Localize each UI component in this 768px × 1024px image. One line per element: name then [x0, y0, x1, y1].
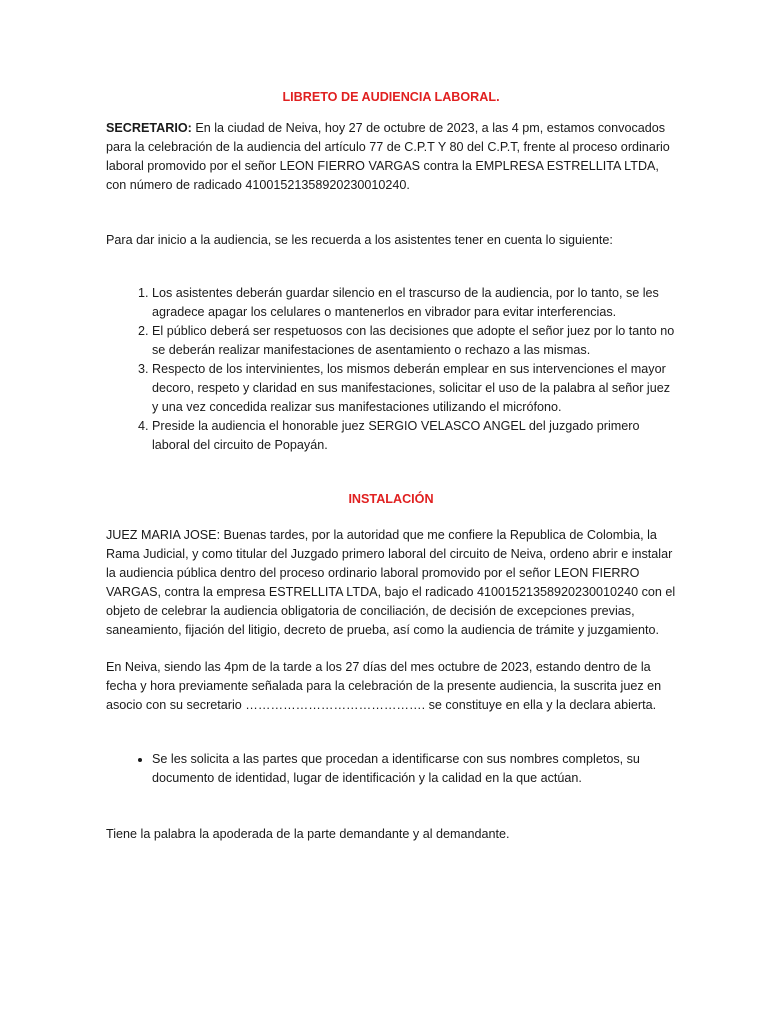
judge-paragraph: JUEZ MARIA JOSE: Buenas tardes, por la autoridad que me confiere la Republica de Colombia, la Rama Judicial, y como titular del Juzgado primero laboral del circuito de Neiva, ordeno abrir e instalar la audiencia pública dentro del proceso ordinario laboral promovido por el señor LEON FIERRO VARGAS, contra la empresa ESTRELLITA LTDA, bajo el radicado 41001521358920230010240 con el objeto de celebrar la audiencia obligatoria de conciliación, de decisión de excepciones previas, saneamiento, fijación del litigio, decreto de prueba, así como la audiencia de trámite y juzgamiento.: [106, 528, 676, 637]
closing-paragraph: Tiene la palabra la apoderada de la parte demandante y al demandante.: [106, 827, 510, 841]
rules-list: [106, 284, 676, 455]
installation-heading: INSTALACIÓN: [348, 492, 434, 506]
document-title: LIBRETO DE AUDIENCIA LABORAL.: [282, 90, 500, 104]
document-page: [106, 88, 676, 844]
list-item: 4. Preside la audiencia el honorable juez SERGIO VELASCO ANGEL del juzgado primero laboral del circuito de Popayán.: [152, 417, 676, 455]
reminder-paragraph: Para dar inicio a la audiencia, se les recuerda a los asistentes tener en cuenta lo siguiente:: [106, 233, 613, 247]
list-item: 2. El público deberá ser respetuosos con las decisiones que adopte el señor juez por lo tanto no se deberán realizar manifestaciones de asentamiento o rechazo a las mismas.: [152, 322, 676, 360]
opening-paragraph: En Neiva, siendo las 4pm de la tarde a los 27 días del mes octubre de 2023, estando dentro de la fecha y hora previamente señalada para la celebración de la presente audiencia, la suscrita juez en asocio con su secretario ……………………………………. se constituye en ella y la declara abierta.: [106, 660, 662, 712]
intro-paragraph: [106, 119, 676, 195]
list-item: 1. Los asistentes deberán guardar silencio en el trascurso de la audiencia, por lo tanto, se les agradece apagar los celulares o mantenerlos en vibrador para evitar interferencias.: [152, 284, 676, 322]
list-item: • Se les solicita a las partes que procedan a identificarse con sus nombres completos, su documento de identidad, lugar de identificación y la calidad en la que actúan.: [152, 750, 676, 788]
identification-list: [106, 750, 676, 788]
secretary-label: SECRETARIO:: [106, 121, 192, 135]
list-item: 3. Respecto de los intervinientes, los mismos deberán emplear en sus intervenciones el mayor decoro, respeto y claridad en sus manifestaciones, solicitar el uso de la palabra al señor juez y una vez concedida realizar sus manifestaciones utilizando el micrófono.: [152, 360, 676, 417]
intro-text: En la ciudad de Neiva, hoy 27 de octubre de 2023, a las 4 pm, estamos convocados para la celebración de la audiencia del artículo 77 de C.P.T Y 80 del C.P.T, frente al proceso ordinario laboral promovido por el señor LEON FIERRO VARGAS contra la EMPLRESA ESTRELLITA LTDA, con número de radicado 41001521358920230010240.: [106, 121, 670, 192]
